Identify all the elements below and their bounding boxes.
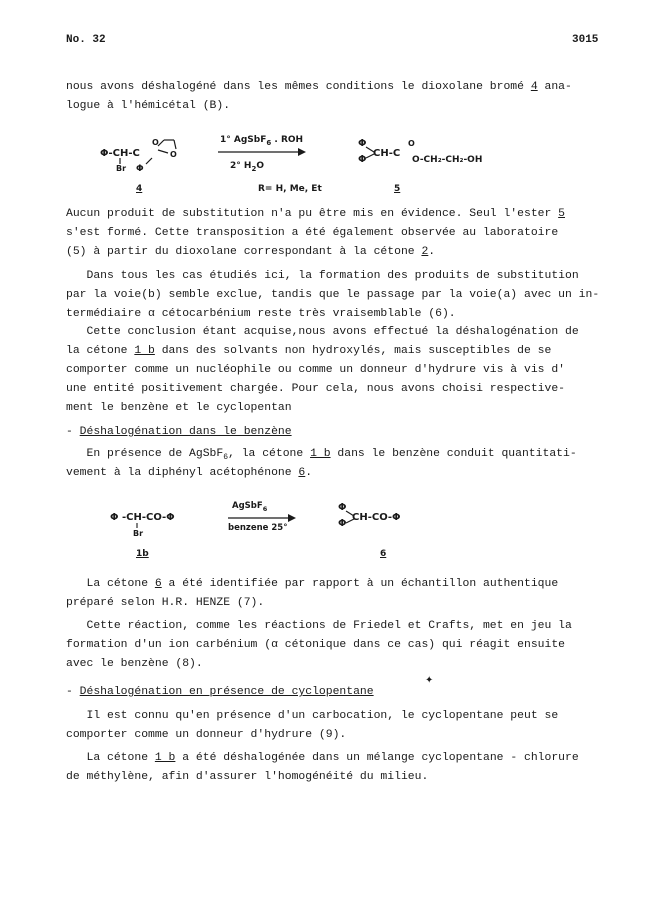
paragraph-mechanism-line2: par la voie(b) semble exclue, tandis que le passage par la voie(a) avec un in- — [66, 289, 600, 301]
scheme1-product-phi: Φ — [358, 138, 367, 149]
reaction-scheme-2 — [110, 496, 430, 544]
scheme2-reactant-br: Br — [133, 529, 144, 538]
section-heading-benzene: - Déshalogénation dans le benzène — [66, 426, 292, 438]
scheme2-arrow — [228, 514, 296, 522]
paragraph-conclusion-line3: comporter comme un nucléophile ou comme un donneur d'hydrure vis à vis d' — [66, 364, 565, 376]
paragraph-substitution-line3: (5) à partir du dioxolane correspondant à la cétone 2. — [66, 246, 436, 258]
compound-ref: 1 b — [310, 448, 331, 460]
compound-ref: 5 — [558, 208, 565, 220]
scheme1-reactant: Φ-CH-C — [100, 148, 140, 159]
paragraph-substitution-line2: s'est formé. Cette transposition a été également observée au laboratoire — [66, 227, 559, 239]
scheme2-product-chain: CH-CO-Φ — [352, 512, 401, 523]
scheme2-solvent: benzene 25° — [228, 523, 288, 533]
compound-ref: 4 — [530, 81, 538, 93]
compound-ref: 2 — [421, 246, 429, 258]
scheme1-arrow — [218, 148, 306, 156]
scheme1-product-tail: O-CH₂-CH₂-OH — [412, 155, 483, 165]
compound-ref: 1 b — [134, 345, 155, 357]
scheme1-r-groups: R= H, Me, Et — [258, 184, 322, 194]
paragraph-benzene-line2: vement à la diphényl acétophénone 6. — [66, 467, 313, 479]
scheme1-product-phi: Φ — [358, 154, 367, 165]
scan-speck: ✦ — [425, 675, 434, 686]
compound-ref: 6 — [298, 467, 306, 479]
paragraph-intro-line1: nous avons déshalogéné dans les mêmes conditions le dioxolane bromé 4 ana- — [66, 81, 572, 93]
paragraph-conclusion-line4: une entité positivement chargée. Pour cela, nous avons choisi respective- — [66, 383, 565, 395]
scheme1-ring-oxygen: O — [170, 150, 177, 159]
scheme2-reactant: Φ -CH-CO-Φ — [110, 512, 175, 523]
paragraph-identification-line1: La cétone 6 a été identifiée par rapport à un échantillon authentique — [66, 578, 559, 590]
paragraph-friedel-crafts-line1: Cette réaction, comme les réactions de Friedel et Crafts, met en jeu la — [66, 620, 572, 632]
paragraph-hydride-line1: Il est connu qu'en présence d'un carbocation, le cyclopentane peut se — [66, 710, 559, 722]
paragraph-identification-line2: préparé selon H.R. HENZE (7). — [66, 597, 265, 609]
compound-ref: 6 — [154, 578, 162, 590]
paragraph-cyclopentane-line1: La cétone 1 b a été déshalogénée dans un mélange cyclopentane - chlorure — [66, 752, 579, 764]
paragraph-conclusion-line2: la cétone 1 b dans des solvants non hydroxylés, mais susceptibles de se — [66, 345, 552, 357]
paragraph-intro-line2: logue à l'hémicétal (B). — [66, 100, 231, 112]
scheme1-step1: 1° AgSbF$_6$ . ROH — [220, 135, 304, 147]
page-header-journal: No. 32 — [66, 34, 106, 46]
scheme1-product-chain: CH-C — [373, 148, 401, 159]
paragraph-mechanism-line1: Dans tous les cas étudiés ici, la formation des produits de substitution — [66, 270, 579, 282]
compound-label-4: 4 — [136, 184, 143, 194]
scheme1-reactant-br: Br — [116, 164, 127, 173]
paragraph-friedel-crafts-line2: formation d'un ion carbénium (α cétonique dans ce cas) qui réagit ensuite — [66, 639, 565, 651]
paragraph-substitution-line1: Aucun produit de substitution n'a pu être mis en évidence. Seul l'ester 5 — [66, 208, 565, 220]
scheme1-product-carbonyl-o: O — [408, 139, 415, 148]
paragraph-cyclopentane-line2: de méthylène, afin d'assurer l'homogénéité du milieu. — [66, 771, 429, 783]
scheme1-step2: 2° $H_2O$ — [230, 161, 264, 173]
page-number: 3015 — [572, 34, 599, 46]
compound-label-6: 6 — [380, 549, 387, 559]
paragraph-mechanism-line3: termédiaire α cétocarbénium reste très vraisemblable (6). — [66, 308, 456, 320]
scheme1-reactant-phi: Φ — [136, 164, 144, 174]
scheme2-product-phi: Φ — [338, 518, 347, 529]
scheme1-ring-oxygen: O — [152, 138, 159, 147]
paragraph-benzene-line1: En présence de AgSbF$_6$, la cétone 1 b dans le benzène conduit quantitati- — [66, 448, 577, 462]
paragraph-conclusion-line5: ment le benzène et le cyclopentan — [66, 402, 292, 414]
scheme2-reagent: AgSbF$_6$ — [232, 501, 268, 513]
scheme2-product-phi: Φ — [338, 502, 347, 513]
compound-label-1b: 1b — [136, 549, 149, 559]
compound-ref: 1 b — [154, 752, 176, 764]
paragraph-friedel-crafts-line3: avec le benzène (8). — [66, 658, 203, 670]
paragraph-hydride-line2: comporter comme un donneur d'hydrure (9). — [66, 729, 347, 741]
paragraph-conclusion-line1: Cette conclusion étant acquise,nous avons effectué la déshalogénation de — [66, 326, 579, 338]
compound-label-5: 5 — [394, 184, 401, 194]
section-heading-cyclopentane: - Déshalogénation en présence de cyclopentane — [66, 686, 374, 698]
